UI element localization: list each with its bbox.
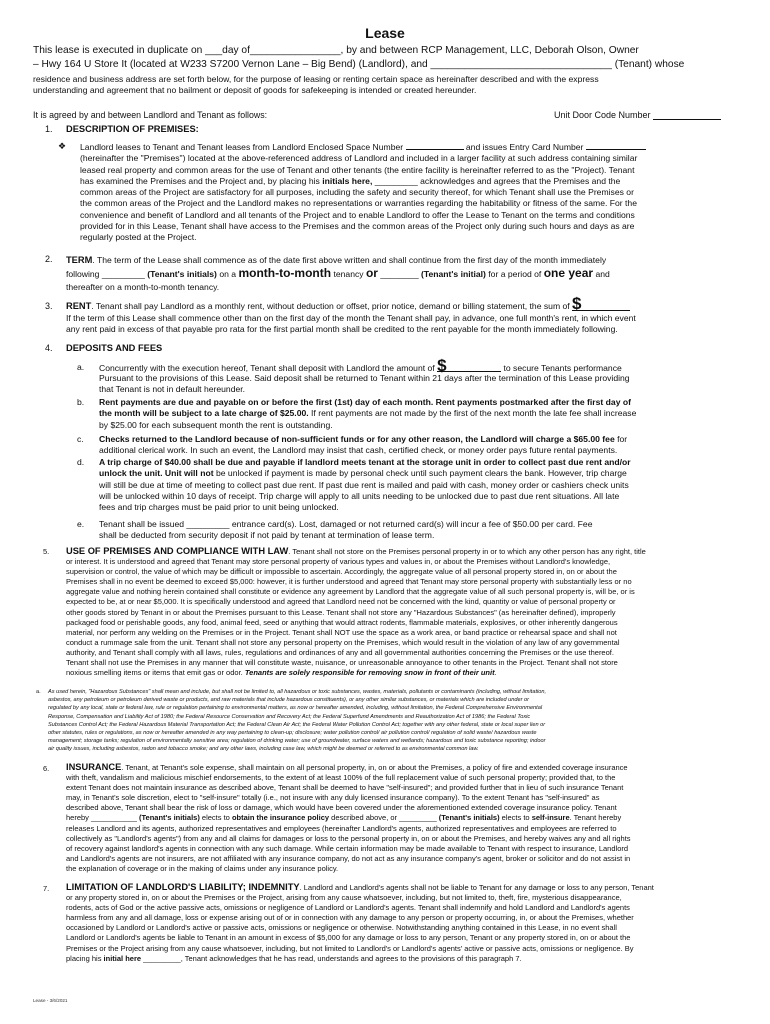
text-run: ________ <box>380 269 419 279</box>
text-run: self-insure <box>531 813 570 823</box>
text-run: . Tenant, at Tenant's sole expense, shall maintain on all personal property, in, on or about the Premises, a policy of fire and extended coverage insurance <box>121 763 628 772</box>
text-line: If the term of this Lease shall commence other than on the first day of the month the Tenant shall pay, in advance, one full month's rent, in which event <box>66 313 636 323</box>
text-line: will be unlocked within 10 days of receipt. Trip charge will apply to all units needing to be unlocked due to past due rent situations. All late <box>99 490 620 501</box>
text-line <box>66 882 746 893</box>
document-title: Lease <box>365 25 405 41</box>
text-run: (Tenant's initial) <box>421 269 486 279</box>
text-run: to secure Tenants performance <box>503 363 622 373</box>
section-number: 5. <box>43 547 50 556</box>
hazardous-substances-note <box>48 688 748 754</box>
text-line: common areas of the Project are satisfactory for all purposes, including the safety and security thereof, for which Tenant shall use the Premises or <box>80 187 634 198</box>
text-line: Tenant shall be issued _________ entrance card(s). Lost, damaged or not returned card(s) will incur a fee of $50.00 per card. Fee <box>99 519 593 529</box>
text-line: expected to be, at or near $5,000. It is specifically understood and agreed that Landlord need not be concerned with the kind, quantity or value of personal property or <box>66 597 616 607</box>
text-run: obtain the insurance policy <box>231 813 330 823</box>
text-line: Premises shall in no event be deemed to exceed $5,000: however, it is further understood and agreed that Tenant may store personal property with substantially less or no <box>66 577 632 587</box>
text-run: (Tenant's initials) <box>147 269 217 279</box>
text-line: (hereinafter the "Premises") located at the above-referenced address of Landlord and included in a larger facility at such address containing similar <box>80 153 638 164</box>
section-heading: DEPOSITS AND FEES <box>66 343 163 353</box>
section-heading: USE OF PREMISES AND COMPLIANCE WITH LAW <box>66 546 289 556</box>
section-2-body <box>66 254 746 294</box>
item-b-body <box>99 397 747 431</box>
text-line <box>66 267 746 281</box>
item-label: a. <box>36 689 41 695</box>
text-line <box>66 546 746 557</box>
section-3-body <box>66 294 746 336</box>
intro-paragraph-cont <box>33 74 743 96</box>
text-line: and Landlord's agents are not insurers, are not affiliated with any insurance company, do not act as any insurance company's agent, broker or solicitor and do not assist in <box>66 853 631 863</box>
item-label: d. <box>77 457 85 467</box>
section-heading: LIMITATION OF LANDLORD'S LIABILITY; INDEMNITY <box>66 882 300 892</box>
section-heading: TERM <box>66 255 93 265</box>
bullet-icon: ❖ <box>58 141 67 151</box>
text-run: elects to <box>501 813 530 823</box>
section-1-body <box>80 141 745 244</box>
text-run: (Tenant's initials) <box>139 813 200 823</box>
intro-line: understanding and agreement that no bailment or deposit of goods for safekeeping is intended or created hereunder. <box>33 85 477 95</box>
text-line: by $25.00 for each subsequent month the rent is outstanding. <box>99 419 333 430</box>
section-5-body <box>66 546 746 678</box>
text-line: any rent paid in excess of that payable pro rata for the first partial month shall be credited to the rent payable for the month immediately following. <box>66 324 618 335</box>
text-line: fees and trip charges must be paid prior to unit being unlocked. <box>99 502 339 513</box>
text-line: supervision or control, the value of which may be difficult or impossible to ascertain. Accordingly, the aggregate value of all personal property stored in, on or about the <box>66 567 617 577</box>
text-run: on a <box>219 269 237 279</box>
text-run: placing his <box>66 953 102 963</box>
intro-line: This lease is executed in duplicate on ___day of________________, by and between RCP Management, LLC, Deborah Olson, Owner <box>33 45 639 56</box>
item-e-body <box>99 519 747 542</box>
section-heading: DESCRIPTION OF PREMISES: <box>66 124 199 134</box>
unit-door-code-blank[interactable] <box>653 110 721 120</box>
item-c-body <box>99 434 747 457</box>
item-a-body <box>99 356 747 396</box>
text-run: for <box>617 434 628 444</box>
text-line: packaged food or perishable goods, any food, animal feed, seed or anything that would attract rodents, flammable materials, explosives, or other inherently dangerous <box>66 617 618 627</box>
dollar-sign: $ <box>437 356 447 375</box>
section-number: 6. <box>43 764 50 773</box>
text-line: Substances Control Act; the Federal Hazardous Material Transportation Act; the Federal Clean Air Act; the Federal Water Pollution Control Act; together with any other federal, state or local super lien or <box>48 721 546 728</box>
text-line: harmless from any and all damage, loss or expense arising out of or in connection with any damage to any person or property occurring, in, or about the Premises, whether <box>66 913 634 923</box>
text-run: elects to <box>201 813 230 823</box>
text-line: Tenant shall not use the Premises in any manner that will constitute waste, nuisance, or unreasonable annoyance to other tenants in the Project. Tenant shall not store <box>66 658 618 668</box>
section-number: 2. <box>45 254 53 264</box>
text-line: convenience and benefit of Landlord and all tenants of the Project and to enable Landlord to offer the Lease to Tenant on the terms and conditions <box>80 209 635 220</box>
text-line: authority, and Tenant shall comply with all laws, rules, regulations and ordinances of any and all governmental authorities concerning the Premises or the use thereof. <box>66 647 614 657</box>
text-line: the explanation of coverage or in the making of claims under any insurance policy. <box>66 863 339 873</box>
text-line: described above, Tenant shall bear the risk of loss or damage, which would have been covered under the aforementioned extended coverage insurance policy. Tenant <box>66 803 617 813</box>
text-line: asbestos, any petroleum or petroleum derived waste or products, and raw materials that include hazardous constituents), or any other similar substances, or materials which are included under or <box>48 697 529 704</box>
text-run: and issues Entry Card Number <box>465 142 584 152</box>
section-number: 4. <box>45 343 53 353</box>
text-line: Pursuant to the provisions of this Lease. Said deposit shall be returned to Tenant within 21 days after the termination of this Lease providing <box>99 373 630 383</box>
text-run: one year <box>543 266 594 280</box>
deposit-amount-blank[interactable] <box>437 356 501 375</box>
text-line: collectively as "Landlord's agents") from any and all claims for damages or loss to the personal property in, on or about the Premises, and hereby waives any and all rights <box>66 833 631 843</box>
text-run: noxious smelling items or items that emit gas or odor. <box>66 668 243 678</box>
text-line: of recovery against landlord's agents in connection with any such damage. While certain information may be made available to Tenant with respect to insurance, Landlord <box>66 843 629 853</box>
text-line: provided for in this Lease, Tenant shall have access to the Premises and the common areas of the Project only during such hours and days as are <box>80 221 635 232</box>
section-7-body <box>66 882 746 964</box>
text-line <box>99 434 747 445</box>
intro-line: – Hwy 164 U Store It (located at W233 S7200 Vernon Lane – Big Bend) (Landlord), and ________________________________ (Tenant) whose <box>33 59 685 70</box>
item-label: b. <box>77 397 85 407</box>
text-run: . Tenant hereby <box>569 813 622 823</box>
text-line: the common areas of the Project and the Landlord makes no representations or warranties regarding the habitability or fitness of the same. For the <box>80 198 637 209</box>
text-line: conduct a rummage sale from the unit. Tenant shall not store any personal property on the Premises, which would result in the violation of any law of any governmental <box>66 637 620 647</box>
text-run: (Tenant's initials) <box>438 813 500 823</box>
space-number-blank[interactable] <box>406 141 464 150</box>
text-line <box>66 954 746 964</box>
text-line: shall be deducted from security deposit if not paid by tenant at termination of lease term. <box>99 530 435 541</box>
text-line: releases Landlord and its agents, authorized representatives and employees (hereinafter Landlord's agents, authorized representatives and employees are referred to <box>66 823 617 833</box>
unit-door-code <box>554 110 721 120</box>
section-number: 1. <box>45 124 53 134</box>
text-line <box>99 356 747 375</box>
text-line: rodents, acts of God or the active passive acts, omissions or negligence of Landlord or Landlord's agents. Tenant shall indemnify and hold Landlord and Landlord's agents <box>66 903 630 913</box>
text-line: extent Tenant does not maintain insurance as described above, Tenant shall be deemed to have "self-insured"; and provided further that in lieu of such insurance Tenant <box>66 783 624 793</box>
intro-paragraph <box>33 44 743 72</box>
intro-line: residence and business address are set forth below, for the purpose of leasing or renting certain space as hereinafter described and with the express <box>33 74 599 84</box>
text-line: will still be due at time of meeting to collect past due rent. If past due rent is mailed and paid with cash, money order or cashiers check units <box>99 479 629 490</box>
text-run: has examined the Premises and the Project and, by placing his <box>80 175 320 186</box>
text-run: If rent payments are not made by the first of the next month the late fee shall increase <box>311 408 637 419</box>
text-run: _________ acknowledges and agrees that the Premises and the <box>374 175 621 186</box>
entry-card-blank[interactable] <box>586 141 646 150</box>
text-run: the month will be subject to a late charge of $25.00. <box>99 408 309 419</box>
text-line: with theft, vandalism and malicious mischief endorsements, to the extent of at least 100% of the full replacement value of such personal property; provided that, to the <box>66 773 616 783</box>
text-run: following _________ <box>66 269 145 279</box>
agreement-statement: It is agreed by and between Landlord and Tenant as follows: <box>33 110 268 120</box>
text-line: air quality issues, including asbestos, radon and tobacco smoke; and any other laws, including case law, which might be deemed or referred to as environmental common law. <box>48 746 479 753</box>
text-run: hereby ___________ <box>66 813 137 823</box>
text-line: Premises or the Project arising from any cause whatsoever, including, but not limited to Landlord's or Landlord's agents' active or passive acts, omissions or negligence. By <box>66 943 634 953</box>
text-run: Tenants are solely responsible for removing snow in front of their unit <box>244 668 495 678</box>
text-run: . <box>494 668 497 678</box>
footer-version: Lease - 3/6/2021 <box>33 998 68 1003</box>
text-line: or interest. It is understood and agreed that Tenant may store personal property of various types and values in, or about the Premises without Landlord's knowledge, <box>66 557 611 567</box>
text-line: leased real property and common areas for the use of Tenant and other tenants (the entire facility is hereinafter referred to as the "Project). Tenant <box>80 164 635 175</box>
text-line <box>99 468 747 479</box>
text-run: month-to-month <box>238 266 332 280</box>
unit-door-code-label: Unit Door Code Number <box>554 110 651 120</box>
text-line: Landlord or Landlord's agents be liable to Tenant in an amount in excess of $5,000 for any damage or loss to any person, Tenant or any property stored in, on or about the <box>66 933 631 943</box>
text-line: As used herein, "Hazardous Substances" shall mean and include, but shall not be limited to, all hazardous or toxic substances, wastes, materials, pollutants or contaminants (including, without limitation, <box>48 689 547 695</box>
text-line: may, in Tenant's sole discretion, elect to "self-insure" totally (i.e., not insure with any duly licensed insurance company). To the extent Tenant has "self-insured" as <box>66 793 600 803</box>
text-run: . Tenant shall pay Landlord as a monthly rent, without deduction or offset, prior notice, demand or billing statement, the sum of <box>91 301 570 311</box>
text-run: for a period of <box>488 269 542 279</box>
text-run: initials here, <box>322 175 373 186</box>
text-line <box>80 141 745 153</box>
text-run: _________, Tenant acknowledges that he has read, understands and agrees to the provisions of this paragraph 7. <box>143 953 522 963</box>
text-line <box>66 254 746 267</box>
section-heading: INSURANCE <box>66 762 122 772</box>
text-line: management; storage tanks; regulation of environmentally sensitive area; regulation of drinking water; use of groundwater, surface waters and wetlands; hazardous and toxic substance reporting; indoor <box>48 738 546 745</box>
text-run: Checks returned to the Landlord because of non-sufficient funds or for any other reason, the Landlord will charge a $65.00 fee <box>99 434 615 444</box>
rent-amount-blank[interactable] <box>572 294 630 313</box>
item-label: a. <box>77 362 85 372</box>
text-line: regularly posted at the Project. <box>80 232 197 243</box>
text-run: or <box>365 266 378 280</box>
text-line: aggregate value and nothing herein contained shall constitute or evidence any agreement by Landlord that the aggregate value of all such personal property is, will be, or is <box>66 587 635 597</box>
text-run: . Tenant shall not store on the Premises personal property in or to which any other person has any right, title <box>288 547 646 556</box>
text-run: unlock the unit. Unit will not <box>99 468 214 479</box>
text-run: described above, or _________ <box>331 813 437 823</box>
text-line: thereafter on a month-to-month tenancy. <box>66 282 220 292</box>
text-line: additional clerical work. In such an event, the Landlord may insist that cash, certified check, or money order pays future rental payments. <box>99 445 618 456</box>
text-line <box>80 176 745 187</box>
text-run: Landlord leases to Tenant and Tenant leases from Landlord Enclosed Space Number <box>80 142 404 152</box>
text-line: regulated by any local, state or federal law, rule or regulation pertaining to environmental matters, as now or hereafter amended, including, without limitation, the Federal Comprehensive Environmental <box>48 705 543 712</box>
text-run: initial here <box>103 953 142 963</box>
text-run: be unlocked if payment is made by personal check until such payment clears the bank. However, trip charge <box>215 468 627 479</box>
dollar-sign: $ <box>572 294 582 313</box>
text-run: . The term of the Lease shall commence as of the date first above written and shall continue from the first day of the month immediately <box>92 255 607 265</box>
text-line: that Tenant is not in default hereunder. <box>99 384 246 395</box>
section-number: 7. <box>43 884 50 893</box>
text-run: and <box>595 269 610 279</box>
text-line: material, nor perform any welding on the Premises or in the Project. Tenant shall NOT use the space as a work area, or band practice or rehearsal space and shall not <box>66 627 617 637</box>
section-6-body <box>66 762 746 874</box>
text-line <box>66 762 746 773</box>
item-label: c. <box>77 434 84 444</box>
text-line: other goods stored by Tenant in or about the Premises pursuant to this Lease. Tenant shall not store any "Hazardous Substances" (as hereinafter defined), improperly <box>66 607 616 617</box>
section-number: 3. <box>45 301 53 311</box>
item-label: e. <box>77 519 85 529</box>
section-heading: RENT <box>66 301 92 311</box>
text-line: A trip charge of $40.00 shall be due and payable if landlord meets tenant at the storage unit in order to collect past due rent and/or <box>99 457 631 467</box>
text-line: or any property stored in, on or about the Premises or the Project, arising from any cause whatsoever, including, but not limited to, theft, fire, mysterious disappearance, <box>66 893 622 903</box>
text-run: tenancy <box>333 269 364 279</box>
text-line: Rent payments are due and payable on or before the first (1st) day of each month. Rent payments postmarked after the first day of <box>99 397 631 407</box>
text-line <box>66 294 746 313</box>
text-line <box>66 668 746 678</box>
text-run: Concurrently with the execution hereof, Tenant shall deposit with Landlord the amount of <box>99 363 435 373</box>
text-run: . Landlord and Landlord's agents shall not be liable to Tenant for any damage or loss to any person, Tenant <box>299 883 654 892</box>
text-line: occasioned by Landlord or Landlord's active or passive acts, omissions or negligence or otherwise. Notwithstanding anything contained in this Lease, in no event shall <box>66 923 617 933</box>
text-line <box>99 408 747 419</box>
text-line <box>66 813 746 823</box>
item-d-body <box>99 457 747 513</box>
text-line: other statutes, rules or regulations, as now or hereafter amended in any way pertaining to clean-up; disclosure; water pollution control/ air pollution control/ regulation of solid waste/ hazardous waste <box>48 730 537 737</box>
text-line: Response, Compensation and Liability Act of 1980; the Federal Resource Conservation and Recovery Act; the Federal Superfund Amendments and Reauthorization Act of 1986; the Federal Toxic <box>48 713 531 720</box>
